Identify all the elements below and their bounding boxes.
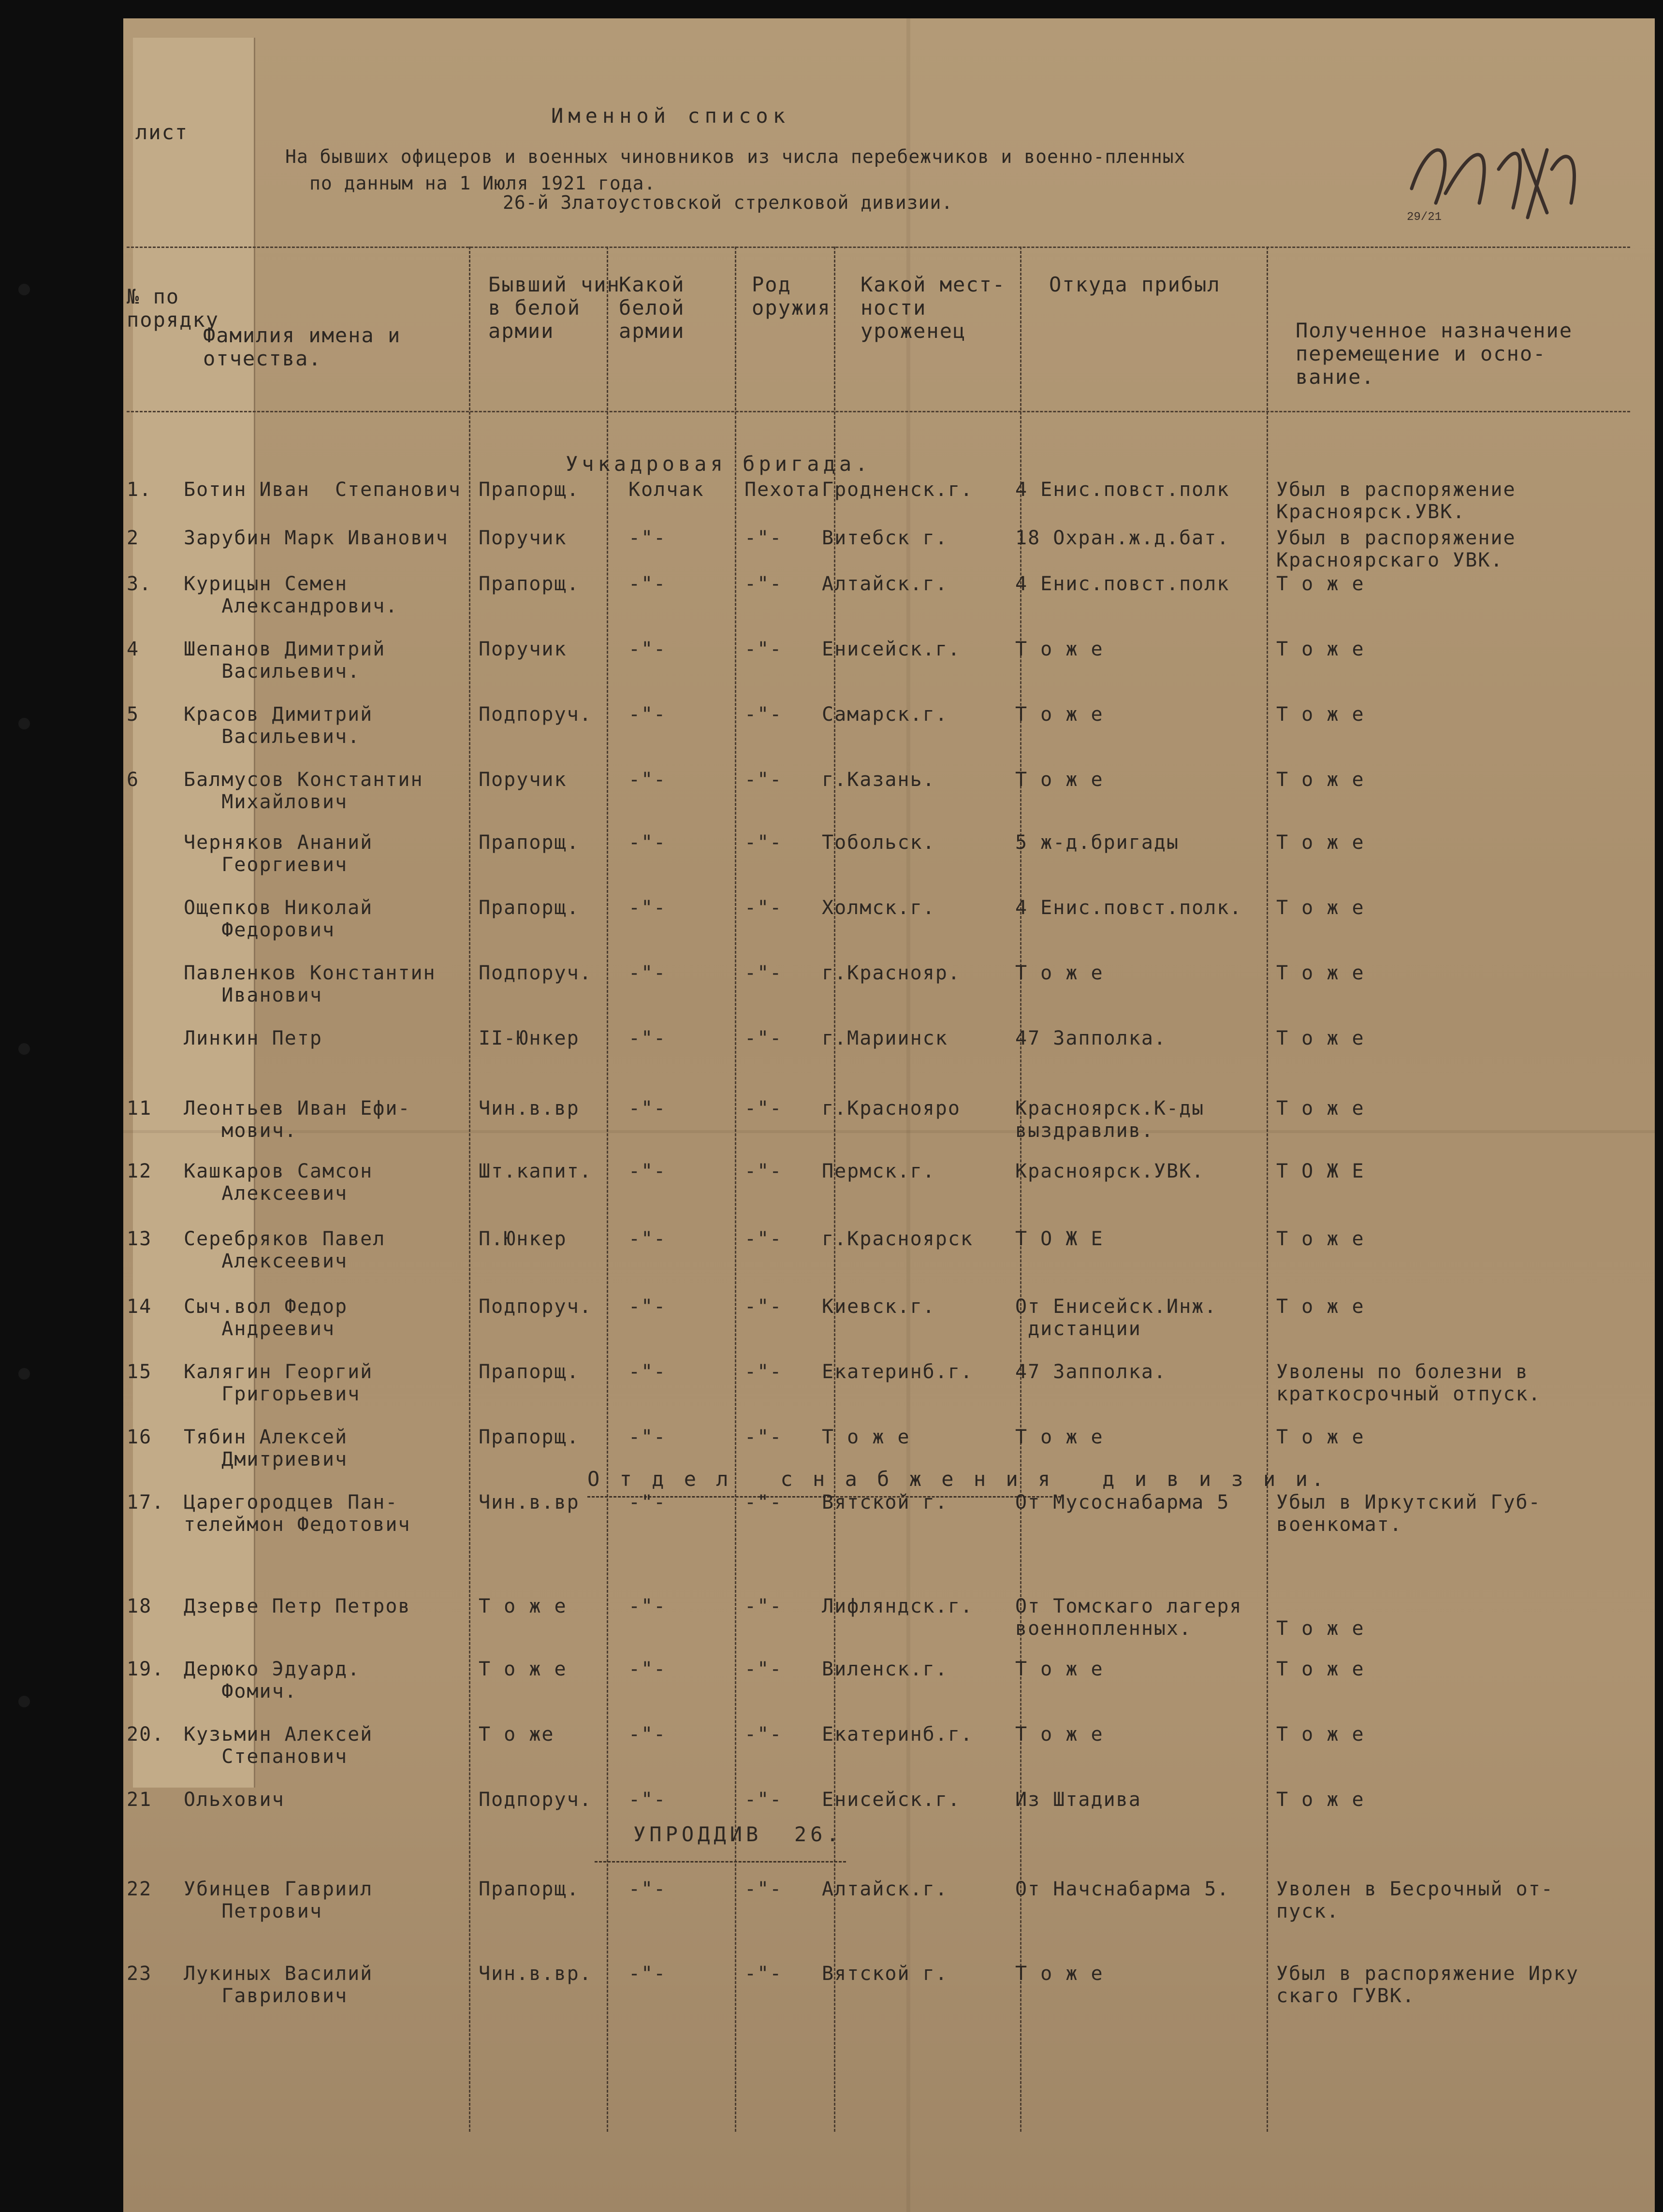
row-cell-rank: П.Юнкер <box>479 1228 567 1250</box>
row-cell-from: 4 Енис.повст.полк <box>1015 573 1230 595</box>
row-cell-branch: -"- <box>744 1160 783 1182</box>
row-cell-from: 4 Енис.повст.полк. <box>1015 897 1242 919</box>
row-cell-from: Красноярск.К-ды выздравлив. <box>1015 1097 1205 1142</box>
row-cell-num: 14 <box>127 1295 152 1318</box>
row-cell-name: Дзерве Петр Петров <box>184 1595 411 1617</box>
row-cell-name: Шепанов Димитрий Васильевич. <box>184 638 386 683</box>
handwritten-page-number-text: 29/21 <box>1407 211 1442 222</box>
row-cell-name: Лукиных Василий Гаврилович <box>184 1963 373 2007</box>
row-cell-from: Т о ж е <box>1015 703 1104 726</box>
row-cell-rank: Подпоруч. <box>479 1295 592 1318</box>
row-cell-name: Леонтьев Иван Ефи- мович. <box>184 1097 411 1142</box>
row-cell-num: 13 <box>127 1228 152 1250</box>
row-cell-name: Балмусов Константин Михайлович <box>184 769 423 813</box>
row-cell-rank: Т о ж е <box>479 1595 567 1617</box>
row-cell-army: -"- <box>628 897 667 919</box>
row-cell-rank: Чин.в.вр. <box>479 1963 592 1985</box>
row-cell-branch: -"- <box>744 638 783 660</box>
row-cell-rank: Поручик <box>479 769 567 791</box>
section-underline <box>595 1861 846 1863</box>
row-cell-origin: Вятской г. <box>822 1963 948 1985</box>
row-cell-army: -"- <box>628 638 667 660</box>
row-cell-rank: Шт.капит. <box>479 1160 592 1182</box>
row-cell-rank: Прапорщ. <box>479 831 580 854</box>
row-cell-assignment: Т о ж е <box>1276 1723 1365 1746</box>
row-cell-assignment: Т о ж е <box>1276 769 1365 791</box>
row-cell-origin: Енисейск.г. <box>822 638 961 660</box>
row-cell-num: 3. <box>127 573 152 595</box>
row-cell-from: 47 Запполка. <box>1015 1027 1167 1049</box>
handwritten-page-number <box>1402 111 1586 222</box>
row-cell-origin: г.Красноярск <box>822 1228 973 1250</box>
table-header-rule <box>127 411 1630 412</box>
row-cell-assignment: Т о ж е <box>1276 1789 1365 1811</box>
row-cell-num: 4 <box>127 638 140 660</box>
row-cell-rank: Чин.в.вр <box>479 1491 580 1513</box>
row-cell-from: Т о ж е <box>1015 962 1104 984</box>
row-cell-num: 17. <box>127 1491 165 1513</box>
row-cell-branch: -"- <box>744 527 783 549</box>
row-cell-origin: Лифляндск.г. <box>822 1595 973 1617</box>
binder-hole <box>18 718 30 729</box>
row-cell-assignment: Т о ж е <box>1276 831 1365 854</box>
row-cell-name: Кузьмин Алексей Степанович <box>184 1723 373 1768</box>
row-cell-army: -"- <box>628 831 667 854</box>
row-cell-from: 4 Енис.повст.полк <box>1015 479 1230 501</box>
row-cell-army: -"- <box>628 769 667 791</box>
row-cell-from: От Мусоснабарма 5 <box>1015 1491 1230 1513</box>
row-cell-army: -"- <box>628 1723 667 1746</box>
row-cell-assignment: Т о ж е <box>1276 1295 1365 1318</box>
row-cell-origin: Виленск.г. <box>822 1658 948 1680</box>
document-subtitle-line1: На бывших офицеров и военных чиновников из числа перебежчиков и военно-пленных <box>285 146 1186 167</box>
row-cell-branch: -"- <box>744 769 783 791</box>
row-cell-rank: Т о же <box>479 1723 554 1746</box>
row-cell-name: Ощепков Николай Федорович <box>184 897 373 941</box>
row-cell-from: От Енисейск.Инж. дистанции <box>1015 1295 1217 1340</box>
row-cell-army: -"- <box>628 573 667 595</box>
row-cell-name: Ольхович <box>184 1789 285 1811</box>
row-cell-name: Красов Димитрий Васильевич. <box>184 703 373 748</box>
row-cell-origin: Холмск.г. <box>822 897 935 919</box>
section-heading: Учкадровая бригада. <box>566 452 872 476</box>
row-cell-num: 20. <box>127 1723 165 1746</box>
row-cell-origin: Екатеринб.г. <box>822 1723 973 1746</box>
row-cell-name: Калягин Георгий Григорьевич <box>184 1361 373 1405</box>
row-cell-name: Зарубин Марк Иванович <box>184 527 449 549</box>
binder-hole <box>18 284 30 295</box>
row-cell-num: 15 <box>127 1361 152 1383</box>
section-heading: О т д е л с н а б ж е н и я д и в и з и и. <box>587 1467 1328 1491</box>
row-cell-assignment: Убыл в распоряжение Красноярск.УВК. <box>1276 479 1516 523</box>
row-cell-origin: г.Мариинск <box>822 1027 948 1049</box>
row-cell-branch: -"- <box>744 1228 783 1250</box>
row-cell-from: От Начснабарма 5. <box>1015 1878 1230 1900</box>
row-cell-army: -"- <box>628 1097 667 1120</box>
row-cell-from: 47 Запполка. <box>1015 1361 1167 1383</box>
row-cell-army: -"- <box>628 1160 667 1182</box>
row-cell-branch: -"- <box>744 1658 783 1680</box>
row-cell-rank: Т о ж е <box>479 1658 567 1680</box>
row-cell-army: -"- <box>628 1789 667 1811</box>
row-cell-branch: -"- <box>744 1878 783 1900</box>
row-cell-assignment: Убыл в распоряжение Ирку скаго ГУВК. <box>1276 1963 1579 2007</box>
row-cell-num: 18 <box>127 1595 152 1617</box>
row-cell-branch: -"- <box>744 1295 783 1318</box>
row-cell-rank: Поручик <box>479 527 567 549</box>
binder-hole <box>18 1368 30 1380</box>
row-cell-rank: Прапорщ. <box>479 1878 580 1900</box>
row-cell-assignment: Т о ж е <box>1276 1658 1365 1680</box>
row-cell-num: 22 <box>127 1878 152 1900</box>
row-cell-assignment: Т о ж е <box>1276 703 1365 726</box>
row-cell-branch: -"- <box>744 1491 783 1513</box>
column-header-name: Фамилия имена и отчества. <box>203 323 401 370</box>
row-cell-from: 18 Охран.ж.д.бат. <box>1015 527 1230 549</box>
row-cell-rank: Прапорщ. <box>479 573 580 595</box>
row-cell-assignment: Т о ж е <box>1276 1426 1365 1448</box>
row-cell-army: -"- <box>628 962 667 984</box>
row-cell-num: 12 <box>127 1160 152 1182</box>
row-cell-branch: -"- <box>744 1426 783 1448</box>
row-cell-origin: Гродненск.г. <box>822 479 973 501</box>
row-cell-origin: Енисейск.г. <box>822 1789 961 1811</box>
row-cell-branch: -"- <box>744 962 783 984</box>
row-cell-army: -"- <box>628 1878 667 1900</box>
column-header-rank: Бывший чин в белой армии <box>488 273 620 343</box>
row-cell-origin: Вятской г. <box>822 1491 948 1513</box>
row-cell-from: Т о ж е <box>1015 1426 1104 1448</box>
row-cell-origin: Витебск г. <box>822 527 948 549</box>
column-header-branch: Род оружия <box>752 273 831 320</box>
row-cell-assignment: Убыл в распоряжение Красноярскаго УВК. <box>1276 527 1516 571</box>
row-cell-origin: г.Краснояро <box>822 1097 961 1120</box>
column-divider <box>607 247 608 2132</box>
document-subtitle-line2: по данным на 1 Июля 1921 года. <box>309 173 656 194</box>
row-cell-from: Т о ж е <box>1015 1658 1104 1680</box>
table-top-rule <box>127 247 1630 248</box>
document-title: Именной список <box>551 104 790 128</box>
row-cell-from: 5 ж-д.бригады <box>1015 831 1180 854</box>
row-cell-assignment: Убыл в Иркутский Губ- военкомат. <box>1276 1491 1541 1536</box>
row-cell-assignment: Уволен в Бесрочный от- пуск. <box>1276 1878 1554 1922</box>
margin-mark: лист <box>135 120 189 144</box>
row-cell-assignment: Т о ж е <box>1276 1617 1365 1640</box>
row-cell-origin: Т о ж е <box>822 1426 910 1448</box>
row-cell-branch: -"- <box>744 831 783 854</box>
column-header-origin: Какой мест- ности уроженец <box>861 273 1006 343</box>
row-cell-army: -"- <box>628 1491 667 1513</box>
row-cell-num: 23 <box>127 1963 152 1985</box>
row-cell-rank: Подпоруч. <box>479 962 592 984</box>
column-header-num: № по порядку <box>127 285 219 332</box>
row-cell-num: 11 <box>127 1097 152 1120</box>
row-cell-branch: -"- <box>744 1789 783 1811</box>
row-cell-origin: Киевск.г. <box>822 1295 935 1318</box>
row-cell-name: Дерюко Эдуард. Фомич. <box>184 1658 361 1703</box>
row-cell-army: -"- <box>628 1963 667 1985</box>
row-cell-rank: II-Юнкер <box>479 1027 580 1049</box>
row-cell-assignment: Т о ж е <box>1276 1027 1365 1049</box>
row-cell-origin: Алтайск.г. <box>822 573 948 595</box>
row-cell-rank: Прапорщ. <box>479 479 580 501</box>
row-cell-assignment: Т о ж е <box>1276 897 1365 919</box>
row-cell-name: Черняков Ананий Георгиевич <box>184 831 373 876</box>
row-cell-branch: -"- <box>744 1361 783 1383</box>
row-cell-from: Т о ж е <box>1015 1723 1104 1746</box>
row-cell-name: Сыч.вол Федор Андреевич <box>184 1295 348 1340</box>
row-cell-assignment: Т о ж е <box>1276 962 1365 984</box>
row-cell-num: 21 <box>127 1789 152 1811</box>
column-header-army: Какой белой армии <box>619 273 685 343</box>
row-cell-branch: -"- <box>744 1595 783 1617</box>
row-cell-num: 1. <box>127 479 152 501</box>
row-cell-branch: -"- <box>744 1723 783 1746</box>
row-cell-rank: Подпоруч. <box>479 703 592 726</box>
row-cell-army: -"- <box>628 1027 667 1049</box>
row-cell-from: Т о ж е <box>1015 1963 1104 1985</box>
row-cell-army: -"- <box>628 1228 667 1250</box>
row-cell-branch: -"- <box>744 897 783 919</box>
row-cell-rank: Прапорщ. <box>479 1361 580 1383</box>
row-cell-name: Тябин Алексей Дмитриевич <box>184 1426 348 1470</box>
column-divider <box>469 247 470 2132</box>
row-cell-name: Курицын Семен Александрович. <box>184 573 398 617</box>
row-cell-army: -"- <box>628 703 667 726</box>
row-cell-origin: Самарск.г. <box>822 703 948 726</box>
row-cell-assignment: Т о ж е <box>1276 1228 1365 1250</box>
row-cell-from: Т О Ж Е <box>1015 1228 1104 1250</box>
row-cell-num: 16 <box>127 1426 152 1448</box>
row-cell-army: -"- <box>628 1295 667 1318</box>
row-cell-name: Убинцев Гавриил Петрович <box>184 1878 373 1922</box>
row-cell-origin: Алтайск.г. <box>822 1878 948 1900</box>
row-cell-origin: Пермск.г. <box>822 1160 935 1182</box>
section-heading: УПРОДДИВ 26. <box>633 1822 843 1846</box>
row-cell-army: -"- <box>628 1361 667 1383</box>
column-header-assignment: Полученное назначение перемещение и осно- вание. <box>1296 319 1573 389</box>
row-cell-army: Колчак <box>628 479 704 501</box>
row-cell-name: Линкин Петр <box>184 1027 322 1049</box>
row-cell-num: 19. <box>127 1658 165 1680</box>
row-cell-from: От Томскаго лагеря военнопленных. <box>1015 1595 1242 1640</box>
row-cell-assignment: Уволены по болезни в краткосрочный отпуск. <box>1276 1361 1541 1405</box>
row-cell-army: -"- <box>628 527 667 549</box>
row-cell-rank: Поручик <box>479 638 567 660</box>
column-header-from: Откуда прибыл <box>1049 273 1221 296</box>
row-cell-from: Красноярск.УВК. <box>1015 1160 1205 1182</box>
row-cell-army: -"- <box>628 1595 667 1617</box>
binder-hole <box>18 1043 30 1055</box>
row-cell-name: Серебряков Павел Алексеевич <box>184 1228 386 1272</box>
row-cell-from: Т о ж е <box>1015 769 1104 791</box>
row-cell-branch: -"- <box>744 1963 783 1985</box>
row-cell-origin: Екатеринб.г. <box>822 1361 973 1383</box>
row-cell-origin: Тобольск. <box>822 831 935 854</box>
row-cell-rank: Чин.в.вр <box>479 1097 580 1120</box>
row-cell-army: -"- <box>628 1426 667 1448</box>
row-cell-branch: -"- <box>744 573 783 595</box>
row-cell-assignment: Т о ж е <box>1276 573 1365 595</box>
row-cell-branch: -"- <box>744 703 783 726</box>
document-subtitle-line3: 26-й Златоустовской стрелковой дивизии. <box>503 192 953 213</box>
row-cell-rank: Прапорщ. <box>479 1426 580 1448</box>
row-cell-num: 6 <box>127 769 140 791</box>
row-cell-assignment: Т о ж е <box>1276 1097 1365 1120</box>
row-cell-branch: -"- <box>744 1027 783 1049</box>
column-divider <box>735 247 736 2132</box>
row-cell-army: -"- <box>628 1658 667 1680</box>
row-cell-name: Царегородцев Пан- телеймон Федотович <box>184 1491 411 1536</box>
row-cell-assignment: Т О Ж Е <box>1276 1160 1365 1182</box>
row-cell-rank: Прапорщ. <box>479 897 580 919</box>
row-cell-name: Павленков Константин Иванович <box>184 962 436 1006</box>
column-divider <box>1267 247 1268 2132</box>
row-cell-from: Из Штадива <box>1015 1789 1141 1811</box>
row-cell-origin: г.Казань. <box>822 769 935 791</box>
row-cell-name: Ботин Иван Степанович <box>184 479 461 501</box>
row-cell-assignment: Т о ж е <box>1276 638 1365 660</box>
row-cell-rank: Подпоруч. <box>479 1789 592 1811</box>
row-cell-origin: г.Краснояр. <box>822 962 961 984</box>
row-cell-branch: -"- <box>744 1097 783 1120</box>
row-cell-branch: Пехота <box>744 479 820 501</box>
row-cell-name: Кашкаров Самсон Алексеевич <box>184 1160 373 1205</box>
row-cell-num: 5 <box>127 703 140 726</box>
row-cell-from: Т о ж е <box>1015 638 1104 660</box>
row-cell-num: 2 <box>127 527 140 549</box>
binder-hole <box>18 1696 30 1707</box>
